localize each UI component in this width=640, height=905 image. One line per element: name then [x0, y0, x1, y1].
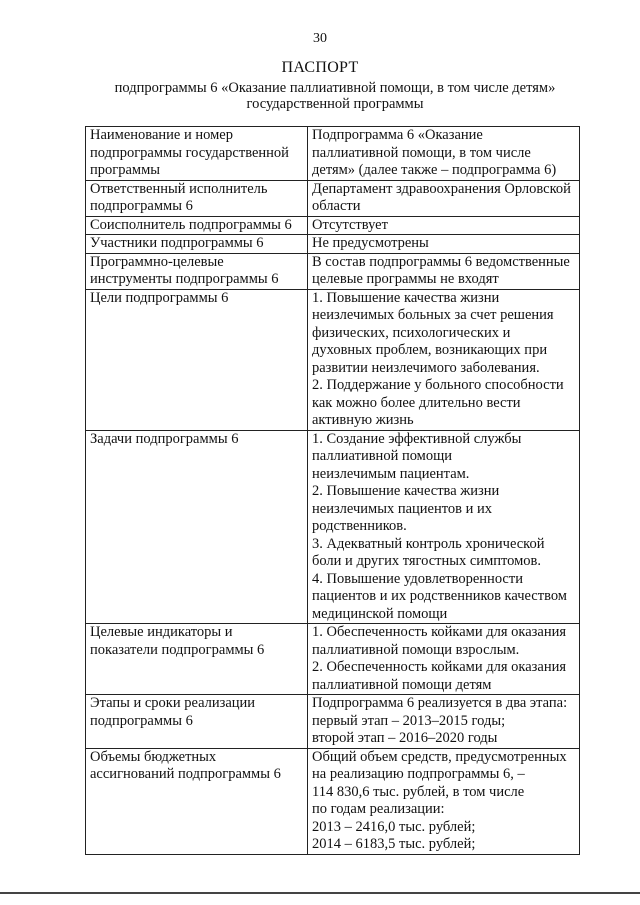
- row-value-line: 4. Повышение удовлетворенности: [312, 570, 523, 587]
- row-value-line: боли и других тягостных симптомов.: [312, 553, 542, 569]
- row-value-line: целевые программы не входят: [312, 271, 499, 287]
- row-value-line: 1. Повышение качества жизни: [312, 289, 500, 306]
- row-value-cell: [308, 748, 580, 854]
- table-row: [86, 695, 580, 749]
- row-value-line: Департамент здравоохранения Орловской: [312, 180, 571, 197]
- row-label-line: Объемы бюджетных: [90, 748, 217, 765]
- row-value-line: паллиативной помощи взрослым.: [312, 641, 520, 658]
- row-value-line: неизлечимым пациентам.: [312, 465, 470, 482]
- row-label-line: подпрограммы 6: [90, 198, 193, 214]
- table-row: [86, 748, 580, 854]
- row-label-cell: [86, 216, 308, 235]
- passport-table-body: [86, 127, 580, 855]
- row-label-line: ассигнований подпрограммы 6: [90, 766, 281, 782]
- subtitle-line: подпрограммы 6 «Оказание паллиативной помощи, в том числе детям»: [114, 80, 556, 96]
- row-value-line: по годам реализации:: [312, 801, 445, 817]
- row-value-line: второй этап – 2016–2020 годы: [312, 730, 498, 746]
- row-label-line: программы: [90, 162, 160, 178]
- row-value-cell: [308, 289, 580, 430]
- row-label-line: подпрограммы 6: [90, 712, 193, 729]
- row-value-line: 3. Адекватный контроль хронической: [312, 535, 545, 552]
- row-value-line: паллиативной помощи: [312, 448, 453, 464]
- subtitle-line: государственной программы: [246, 96, 424, 112]
- row-value-line: паллиативной помощи детям: [312, 676, 492, 693]
- row-value-cell: [308, 695, 580, 749]
- row-label-cell: [86, 180, 308, 216]
- row-label-cell: [86, 127, 308, 181]
- row-value-line: Подпрограмма 6 «Оказание: [312, 127, 483, 143]
- row-label-line: Задачи подпрограммы 6: [90, 430, 239, 447]
- row-value-line: 114 830,6 тыс. рублей, в том числе: [312, 783, 525, 800]
- row-value-line: активную жизнь: [312, 412, 414, 428]
- passport-table: [85, 126, 580, 855]
- row-value-cell: [308, 180, 580, 216]
- row-label-cell: [86, 695, 308, 749]
- row-label-cell: [86, 289, 308, 430]
- row-value-line: пациентов и их родственников качеством: [312, 588, 567, 604]
- row-value-line: как можно более длительно вести: [312, 394, 521, 411]
- row-value-line: Отсутствует: [312, 216, 388, 233]
- row-value-line: 2. Обеспеченность койками для оказания: [312, 659, 567, 675]
- row-label-line: Программно-целевые: [90, 253, 224, 270]
- document-title: ПАСПОРТ: [281, 59, 359, 76]
- row-label-line: Участники подпрограммы 6: [90, 235, 264, 251]
- row-label-cell: [86, 235, 308, 254]
- row-value-line: 1. Создание эффективной службы: [312, 430, 522, 447]
- row-label-line: Соисполнитель подпрограммы 6: [90, 216, 292, 233]
- row-value-line: Не предусмотрены: [312, 235, 429, 251]
- table-row: [86, 127, 580, 181]
- row-value-line: духовных проблем, возникающих при: [312, 342, 548, 358]
- row-label-line: инструменты подпрограммы 6: [90, 271, 279, 287]
- row-label-cell: [86, 748, 308, 854]
- row-value-line: 2. Поддержание у больного способности: [312, 377, 564, 393]
- table-row: [86, 289, 580, 430]
- row-label-cell: [86, 430, 308, 624]
- row-value-line: первый этап – 2013–2015 годы;: [312, 712, 506, 729]
- row-value-line: 2014 – 6183,5 тыс. рублей;: [312, 836, 476, 852]
- row-value-line: Общий объем средств, предусмотренных: [312, 748, 567, 765]
- row-label-line: Ответственный исполнитель: [90, 180, 268, 197]
- row-label-line: подпрограммы государственной: [90, 144, 289, 161]
- row-value-cell: [308, 216, 580, 235]
- table-row: [86, 235, 580, 254]
- row-value-cell: [308, 127, 580, 181]
- table-row: [86, 180, 580, 216]
- row-value-line: области: [312, 198, 361, 214]
- row-value-line: медицинской помощи: [312, 605, 448, 622]
- row-value-line: неизлечимых пациентов и их: [312, 500, 493, 517]
- row-value-line: неизлечимых больных за счет решения: [312, 307, 554, 323]
- row-label-cell: [86, 624, 308, 695]
- row-value-line: паллиативной помощи, в том числе: [312, 144, 531, 161]
- table-row: [86, 216, 580, 235]
- row-value-cell: [308, 624, 580, 695]
- document-subtitle: [95, 80, 575, 112]
- page-bottom-divider: [0, 892, 640, 894]
- row-label-line: Цели подпрограммы 6: [90, 289, 229, 306]
- row-value-line: В состав подпрограммы 6 ведомственные: [312, 253, 570, 270]
- row-value-cell: [308, 430, 580, 624]
- row-label-line: показатели подпрограммы 6: [90, 641, 265, 658]
- row-value-line: на реализацию подпрограммы 6, –: [312, 766, 525, 782]
- table-row: [86, 253, 580, 289]
- row-value-line: развитии неизлечимого заболевания.: [312, 359, 540, 376]
- table-row: [86, 430, 580, 624]
- table-row: [86, 624, 580, 695]
- row-value-line: 2. Повышение качества жизни: [312, 483, 500, 499]
- row-value-line: детям» (далее также – подпрограмма 6): [312, 162, 557, 178]
- row-value-line: родственников.: [312, 518, 407, 534]
- row-label-line: Целевые индикаторы и: [90, 624, 233, 640]
- row-label-cell: [86, 253, 308, 289]
- row-value-line: 1. Обеспеченность койками для оказания: [312, 624, 567, 640]
- row-value-line: 2013 – 2416,0 тыс. рублей;: [312, 818, 476, 835]
- page-number: 30: [313, 31, 327, 46]
- row-label-line: Этапы и сроки реализации: [90, 695, 256, 711]
- row-label-line: Наименование и номер: [90, 127, 233, 143]
- row-value-cell: [308, 235, 580, 254]
- row-value-line: физических, психологических и: [312, 324, 511, 341]
- row-value-line: Подпрограмма 6 реализуется в два этапа:: [312, 695, 568, 711]
- row-value-cell: [308, 253, 580, 289]
